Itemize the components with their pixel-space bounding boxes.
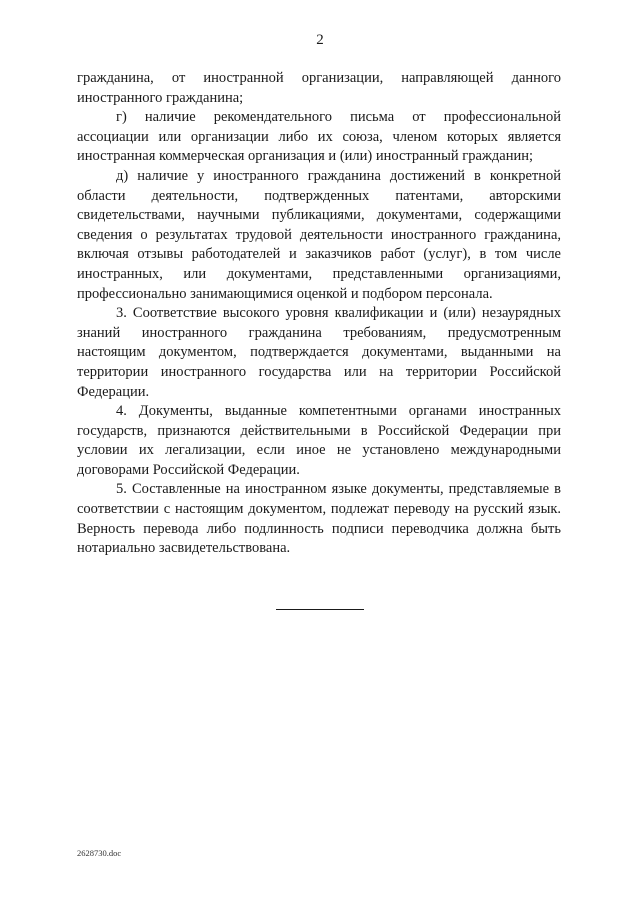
end-of-document-rule [276, 609, 364, 610]
paragraph-3: 3. Соответствие высокого уровня квалификации и (или) незаурядных знаний иностранного гражданина требованиям, предусмотренным настоящим документом, подтверждается документами, выданными на территории иностранного государства или на территории Российской Федерации. [77, 305, 561, 400]
document-body [77, 69, 561, 559]
paragraph-continuation: гражданина, от иностранной организации, направляющей данного иностранного гражданина; [77, 70, 561, 106]
paragraph-4: 4. Документы, выданные компетентными органами иностранных государств, признаются действительными в Российской Федерации при условии их легализации, если иное не установлено международными договорами Российской Федерации. [77, 403, 561, 478]
paragraph-5: 5. Составленные на иностранном языке документы, представляемые в соответствии с настоящим документом, подлежат переводу на русский язык. Верность перевода либо подлинность подписи переводчика должна быть нотариально засвидетельствована. [77, 481, 561, 557]
footer-filename: 2628730.doc [77, 848, 122, 858]
page-number: 2 [316, 32, 324, 48]
paragraph-item-g: г) наличие рекомендательного письма от профессиональной ассоциации или организации либо их союза, членом которых является иностранная коммерческая организация и (или) иностранный гражданин; [77, 109, 561, 165]
paragraph-item-d: д) наличие у иностранного гражданина достижений в конкретной области деятельности, подтвержденных патентами, авторскими свидетельствами, научными публикациями, документами, содержащими сведения о результатах трудовой деятельности иностранного гражданина, включая отзывы работодателей и заказчиков работ (услуг), в том числе иностранных, или документами, представленными организациями, профессионально занимающимися оценкой и подбором персонала. [77, 167, 561, 302]
